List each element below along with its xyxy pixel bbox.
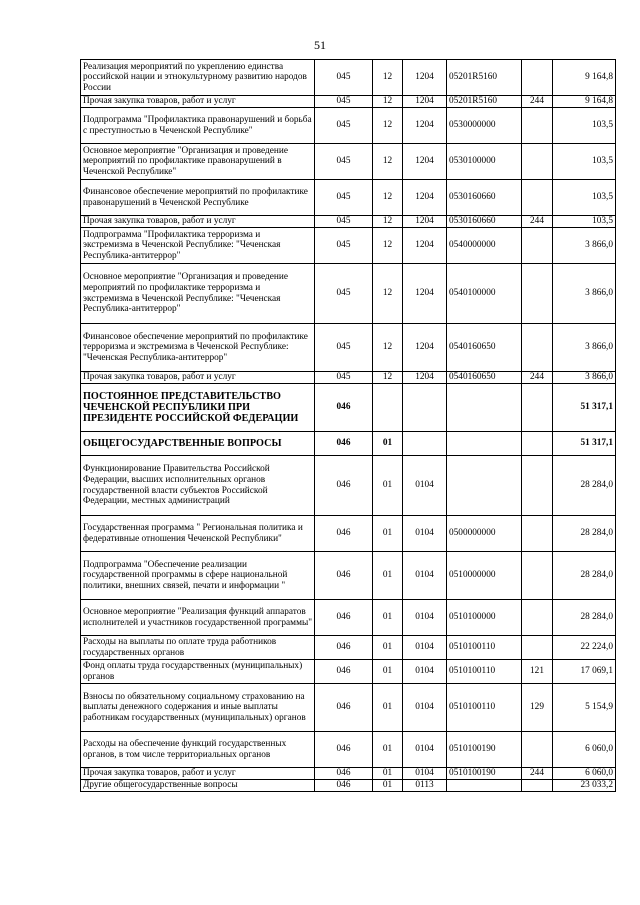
table-row xyxy=(81,264,616,324)
row-amount-cell: 23 033,2 xyxy=(553,780,616,792)
table-row xyxy=(81,600,616,636)
row-section-cell: 01 xyxy=(373,660,403,684)
row-subsection-cell: 1204 xyxy=(403,60,447,96)
table-row xyxy=(81,432,616,456)
row-target-article-cell: 0510100110 xyxy=(447,684,522,732)
row-subsection-cell: 0104 xyxy=(403,768,447,780)
row-expense-type-cell: 244 xyxy=(522,372,553,384)
row-expense-type-cell: 244 xyxy=(522,96,553,108)
row-grbs-cell: 046 xyxy=(315,780,373,792)
row-subsection-cell: 1204 xyxy=(403,108,447,144)
row-section-cell: 12 xyxy=(373,144,403,180)
budget-table xyxy=(80,59,616,792)
row-expense-type-cell xyxy=(522,108,553,144)
table-row xyxy=(81,456,616,516)
row-grbs-cell: 046 xyxy=(315,516,373,552)
row-subsection-cell: 1204 xyxy=(403,216,447,228)
row-section-cell: 01 xyxy=(373,768,403,780)
row-target-article-cell: 0530160660 xyxy=(447,180,522,216)
row-amount-cell: 103,5 xyxy=(553,180,616,216)
row-amount-cell: 103,5 xyxy=(553,108,616,144)
row-grbs-cell: 045 xyxy=(315,324,373,372)
table-row xyxy=(81,96,616,108)
row-name-cell: Подпрограмма "Обеспечение реализации государственной программы в сфере национальной политики, внешних связей, печати и информации " xyxy=(81,552,315,600)
row-grbs-cell: 046 xyxy=(315,660,373,684)
table-row xyxy=(81,636,616,660)
row-target-article-cell: 05201R5160 xyxy=(447,96,522,108)
row-subsection-cell: 1204 xyxy=(403,264,447,324)
row-name-cell: Основное мероприятие "Организация и проведение мероприятий по профилактике правонарушений в Чеченской Республике" xyxy=(81,144,315,180)
row-expense-type-cell xyxy=(522,264,553,324)
row-section-cell: 01 xyxy=(373,684,403,732)
row-expense-type-cell: 244 xyxy=(522,216,553,228)
row-expense-type-cell xyxy=(522,456,553,516)
row-expense-type-cell xyxy=(522,432,553,456)
row-name-cell: Прочая закупка товаров, работ и услуг xyxy=(81,216,315,228)
row-expense-type-cell xyxy=(522,324,553,372)
row-target-article-cell: 0530000000 xyxy=(447,108,522,144)
row-section-cell: 12 xyxy=(373,96,403,108)
row-subsection-cell: 0104 xyxy=(403,600,447,636)
row-name-cell: Государственная программа " Региональная политика и федеративные отношения Чеченской Республики" xyxy=(81,516,315,552)
row-grbs-cell: 046 xyxy=(315,636,373,660)
row-grbs-cell: 046 xyxy=(315,600,373,636)
row-name-cell: Прочая закупка товаров, работ и услуг xyxy=(81,372,315,384)
table-row xyxy=(81,372,616,384)
row-subsection-cell: 1204 xyxy=(403,324,447,372)
row-section-cell: 01 xyxy=(373,456,403,516)
row-section-cell: 01 xyxy=(373,552,403,600)
row-grbs-cell: 045 xyxy=(315,264,373,324)
row-name-cell: ОБЩЕГОСУДАРСТВЕННЫЕ ВОПРОСЫ xyxy=(81,432,315,456)
row-target-article-cell: 0540160650 xyxy=(447,372,522,384)
row-name-cell: Финансовое обеспечение мероприятий по профилактике терроризма и экстремизма в Чеченской Республике: "Чеченская Республика-антитеррор" xyxy=(81,324,315,372)
table-row xyxy=(81,228,616,264)
row-target-article-cell: 0510100110 xyxy=(447,660,522,684)
table-row xyxy=(81,324,616,372)
row-section-cell: 12 xyxy=(373,108,403,144)
row-section-cell: 01 xyxy=(373,732,403,768)
table-row xyxy=(81,552,616,600)
row-target-article-cell: 05201R5160 xyxy=(447,60,522,96)
table-row xyxy=(81,732,616,768)
row-subsection-cell: 0104 xyxy=(403,516,447,552)
row-grbs-cell: 045 xyxy=(315,216,373,228)
row-amount-cell: 28 284,0 xyxy=(553,516,616,552)
row-subsection-cell: 0113 xyxy=(403,780,447,792)
row-section-cell: 01 xyxy=(373,516,403,552)
row-expense-type-cell xyxy=(522,636,553,660)
row-expense-type-cell xyxy=(522,516,553,552)
table-row xyxy=(81,684,616,732)
row-grbs-cell: 045 xyxy=(315,372,373,384)
row-grbs-cell: 046 xyxy=(315,384,373,432)
table-row xyxy=(81,516,616,552)
table-row xyxy=(81,216,616,228)
row-expense-type-cell xyxy=(522,60,553,96)
row-subsection-cell: 0104 xyxy=(403,456,447,516)
row-section-cell: 12 xyxy=(373,264,403,324)
row-grbs-cell: 045 xyxy=(315,108,373,144)
page-number: 51 xyxy=(314,38,326,52)
row-amount-cell: 22 224,0 xyxy=(553,636,616,660)
row-name-cell: Подпрограмма "Профилактика правонарушений и борьба с преступностью в Чеченской Республике" xyxy=(81,108,315,144)
row-name-cell: Финансовое обеспечение мероприятий по профилактике правонарушений в Чеченской Республике xyxy=(81,180,315,216)
row-section-cell: 12 xyxy=(373,180,403,216)
table-row xyxy=(81,60,616,96)
row-grbs-cell: 046 xyxy=(315,552,373,600)
row-target-article-cell xyxy=(447,432,522,456)
row-target-article-cell: 0510100190 xyxy=(447,768,522,780)
row-subsection-cell xyxy=(403,384,447,432)
table-row xyxy=(81,780,616,792)
row-name-cell: Другие общегосударственные вопросы xyxy=(81,780,315,792)
row-expense-type-cell: 121 xyxy=(522,660,553,684)
row-name-cell: Взносы по обязательному социальному страхованию на выплаты денежного содержания и иные выплаты работникам государственных (муниципальных) органов xyxy=(81,684,315,732)
row-target-article-cell: 0510100110 xyxy=(447,636,522,660)
row-section-cell: 12 xyxy=(373,228,403,264)
table-row xyxy=(81,144,616,180)
row-expense-type-cell xyxy=(522,144,553,180)
row-subsection-cell: 1204 xyxy=(403,144,447,180)
row-grbs-cell: 045 xyxy=(315,228,373,264)
row-target-article-cell: 0530160660 xyxy=(447,216,522,228)
row-target-article-cell: 0540000000 xyxy=(447,228,522,264)
row-grbs-cell: 045 xyxy=(315,180,373,216)
row-grbs-cell: 045 xyxy=(315,60,373,96)
row-section-cell: 01 xyxy=(373,600,403,636)
row-name-cell: ПОСТОЯННОЕ ПРЕДСТАВИТЕЛЬСТВО ЧЕЧЕНСКОЙ РЕСПУБЛИКИ ПРИ ПРЕЗИДЕНТЕ РОССИЙСКОЙ ФЕДЕРАЦИИ xyxy=(81,384,315,432)
row-expense-type-cell xyxy=(522,780,553,792)
row-section-cell: 12 xyxy=(373,324,403,372)
row-name-cell: Основное мероприятие "Организация и проведение мероприятий по профилактике терроризма и экстремизма в Чеченской Республике: "Чеченская Республика-антитеррор" xyxy=(81,264,315,324)
row-target-article-cell xyxy=(447,780,522,792)
row-section-cell: 12 xyxy=(373,372,403,384)
row-target-article-cell: 0540100000 xyxy=(447,264,522,324)
row-section-cell: 12 xyxy=(373,216,403,228)
table-row xyxy=(81,768,616,780)
row-grbs-cell: 045 xyxy=(315,96,373,108)
row-subsection-cell: 1204 xyxy=(403,180,447,216)
row-subsection-cell: 0104 xyxy=(403,660,447,684)
row-amount-cell: 3 866,0 xyxy=(553,264,616,324)
row-amount-cell: 28 284,0 xyxy=(553,552,616,600)
row-subsection-cell: 0104 xyxy=(403,732,447,768)
row-expense-type-cell xyxy=(522,384,553,432)
row-expense-type-cell xyxy=(522,732,553,768)
row-subsection-cell: 1204 xyxy=(403,372,447,384)
row-amount-cell: 28 284,0 xyxy=(553,600,616,636)
row-target-article-cell xyxy=(447,456,522,516)
row-grbs-cell: 046 xyxy=(315,684,373,732)
row-section-cell: 01 xyxy=(373,636,403,660)
row-section-cell xyxy=(373,384,403,432)
row-expense-type-cell: 129 xyxy=(522,684,553,732)
row-amount-cell: 3 866,0 xyxy=(553,324,616,372)
row-expense-type-cell xyxy=(522,552,553,600)
row-expense-type-cell xyxy=(522,180,553,216)
row-name-cell: Реализация мероприятий по укреплению единства российской нации и этнокультурному развитию народов России xyxy=(81,60,315,96)
row-amount-cell: 51 317,1 xyxy=(553,384,616,432)
row-subsection-cell xyxy=(403,432,447,456)
row-amount-cell: 6 060,0 xyxy=(553,768,616,780)
row-expense-type-cell: 244 xyxy=(522,768,553,780)
row-section-cell: 12 xyxy=(373,60,403,96)
table-row xyxy=(81,660,616,684)
row-subsection-cell: 1204 xyxy=(403,228,447,264)
row-name-cell: Расходы на выплаты по оплате труда работников государственных органов xyxy=(81,636,315,660)
row-target-article-cell: 0510000000 xyxy=(447,552,522,600)
row-name-cell: Расходы на обеспечение функций государственных органов, в том числе территориальных органов xyxy=(81,732,315,768)
row-amount-cell: 103,5 xyxy=(553,216,616,228)
row-target-article-cell: 0510100190 xyxy=(447,732,522,768)
table-row xyxy=(81,384,616,432)
row-grbs-cell: 045 xyxy=(315,144,373,180)
row-name-cell: Основное мероприятие "Реализация функций аппаратов исполнителей и участников государственной программы" xyxy=(81,600,315,636)
row-grbs-cell: 046 xyxy=(315,768,373,780)
row-target-article-cell: 0530100000 xyxy=(447,144,522,180)
row-grbs-cell: 046 xyxy=(315,732,373,768)
row-target-article-cell xyxy=(447,384,522,432)
row-subsection-cell: 0104 xyxy=(403,684,447,732)
row-grbs-cell: 046 xyxy=(315,456,373,516)
row-target-article-cell: 0510100000 xyxy=(447,600,522,636)
row-name-cell: Подпрограмма "Профилактика терроризма и экстремизма в Чеченской Республике: "Чеченская Республика-антитеррор" xyxy=(81,228,315,264)
row-grbs-cell: 046 xyxy=(315,432,373,456)
row-amount-cell: 17 069,1 xyxy=(553,660,616,684)
row-amount-cell: 51 317,1 xyxy=(553,432,616,456)
row-amount-cell: 3 866,0 xyxy=(553,228,616,264)
row-amount-cell: 103,5 xyxy=(553,144,616,180)
row-amount-cell: 6 060,0 xyxy=(553,732,616,768)
row-section-cell: 01 xyxy=(373,780,403,792)
row-subsection-cell: 1204 xyxy=(403,96,447,108)
row-subsection-cell: 0104 xyxy=(403,636,447,660)
row-amount-cell: 3 866,0 xyxy=(553,372,616,384)
row-name-cell: Фонд оплаты труда государственных (муниципальных) органов xyxy=(81,660,315,684)
row-expense-type-cell xyxy=(522,600,553,636)
row-amount-cell: 9 164,8 xyxy=(553,96,616,108)
table-row xyxy=(81,108,616,144)
row-target-article-cell: 0500000000 xyxy=(447,516,522,552)
row-name-cell: Функционирование Правительства Российской Федерации, высших исполнительных органов государственной власти субъектов Российской Федерации, местных администраций xyxy=(81,456,315,516)
row-name-cell: Прочая закупка товаров, работ и услуг xyxy=(81,96,315,108)
row-amount-cell: 9 164,8 xyxy=(553,60,616,96)
row-section-cell: 01 xyxy=(373,432,403,456)
row-target-article-cell: 0540160650 xyxy=(447,324,522,372)
row-expense-type-cell xyxy=(522,228,553,264)
table-row xyxy=(81,180,616,216)
row-amount-cell: 5 154,9 xyxy=(553,684,616,732)
row-name-cell: Прочая закупка товаров, работ и услуг xyxy=(81,768,315,780)
row-subsection-cell: 0104 xyxy=(403,552,447,600)
row-amount-cell: 28 284,0 xyxy=(553,456,616,516)
budget-table-body xyxy=(81,60,616,792)
